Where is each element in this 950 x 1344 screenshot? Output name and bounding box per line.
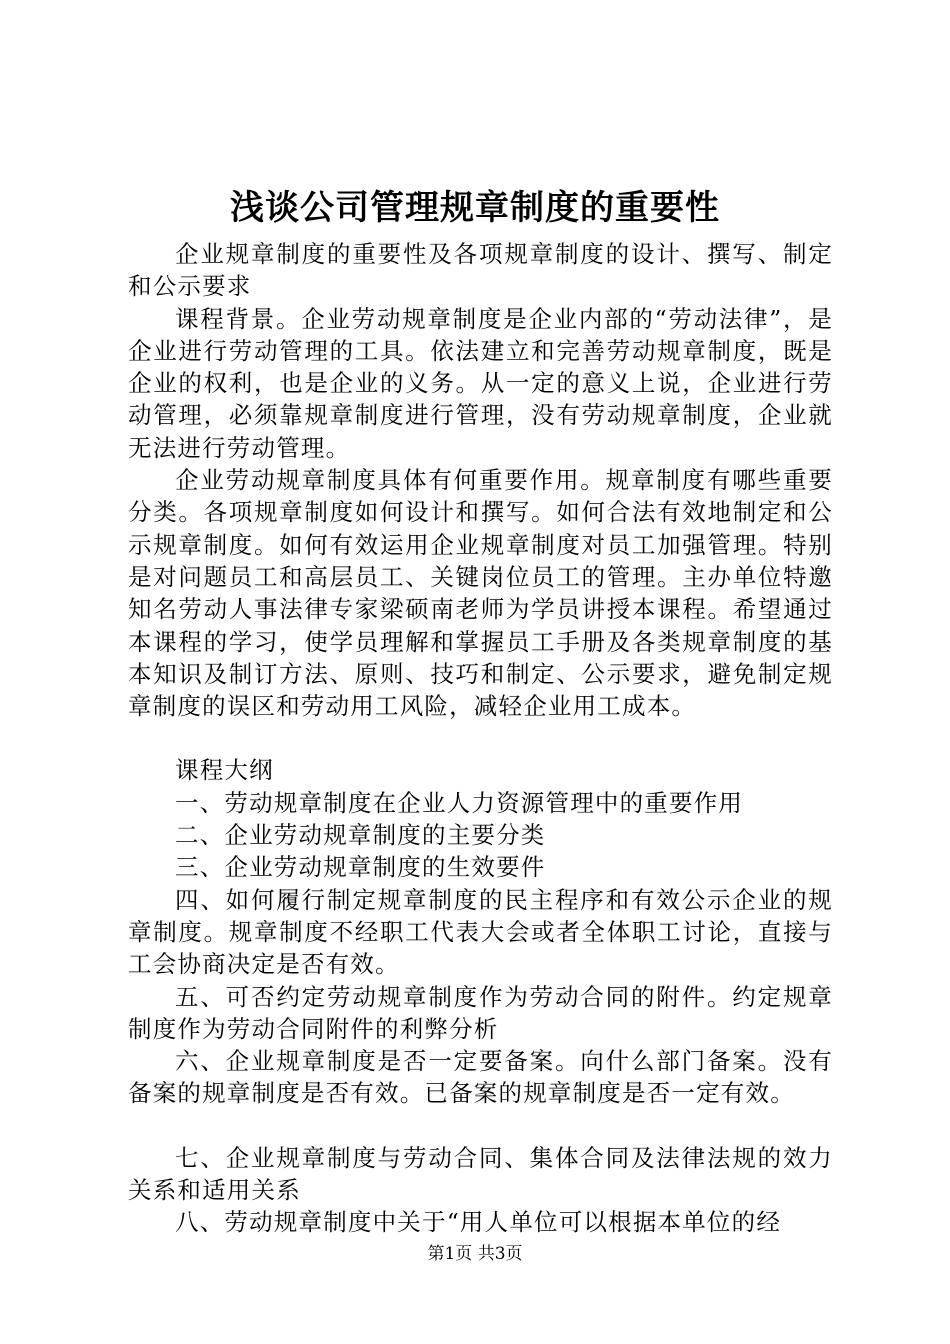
course-background-paragraph: 课程背景。企业劳动规章制度是企业内部的“劳动法律”，是企业进行劳动管理的工具。依法建立和完善劳动规章制度，既是企业的权利，也是企业的义务。从一定的意义上说，企业进行劳动管理，必须靠规章制度进行管理，没有劳动规章制度，企业就无法进行劳动管理。 bbox=[128, 304, 833, 462]
outline-item-6: 六、企业规章制度是否一定要备案。向什么部门备案。没有备案的规章制度是否有效。已备案的规章制度是否一定有效。 bbox=[128, 1047, 833, 1108]
outline-item-8: 八、劳动规章制度中关于“用人单位可以根据本单位的经 bbox=[175, 1208, 782, 1237]
page-number: 第1页 共3页 bbox=[427, 1244, 523, 1264]
outline-item-1: 一、劳动规章制度在企业人力资源管理中的重要作用 bbox=[175, 788, 744, 817]
outline-item-3: 三、企业劳动规章制度的生效要件 bbox=[175, 853, 546, 882]
intro-paragraph: 企业规章制度的重要性及各项规章制度的设计、撰写、制定和公示要求 bbox=[128, 240, 833, 301]
outline-heading: 课程大纲 bbox=[175, 756, 274, 785]
outline-item-2: 二、企业劳动规章制度的主要分类 bbox=[175, 821, 546, 850]
outline-item-7: 七、企业规章制度与劳动合同、集体合同及法律法规的效力关系和适用关系 bbox=[128, 1143, 833, 1205]
outline-item-4: 四、如何履行制定规章制度的民主程序和有效公示企业的规章制度。规章制度不经职工代表大会或者全体职工讨论，直接与工会协商决定是否有效。 bbox=[128, 885, 833, 979]
document-title: 浅谈公司管理规章制度的重要性 bbox=[230, 188, 720, 228]
document-body bbox=[128, 238, 833, 1239]
course-importance-paragraph: 企业劳动规章制度具体有何重要作用。规章制度有哪些重要分类。各项规章制度如何设计和撰写。如何合法有效地制定和公示规章制度。如何有效运用企业规章制度对员工加强管理。特别是对问题员工和高层员工、关键岗位员工的管理。主办单位特邀知名劳动人事法律专家梁硕南老师为学员讲授本课程。希望通过本课程的学习，使学员理解和掌握员工手册及各类规章制度的基本知识及制订方法、原则、技巧和制定、公示要求，避免制定规章制度的误区和劳动用工风险，减轻企业用工成本。 bbox=[128, 466, 833, 721]
outline-item-5: 五、可否约定劳动规章制度作为劳动合同的附件。约定规章制度作为劳动合同附件的利弊分析 bbox=[128, 982, 833, 1043]
